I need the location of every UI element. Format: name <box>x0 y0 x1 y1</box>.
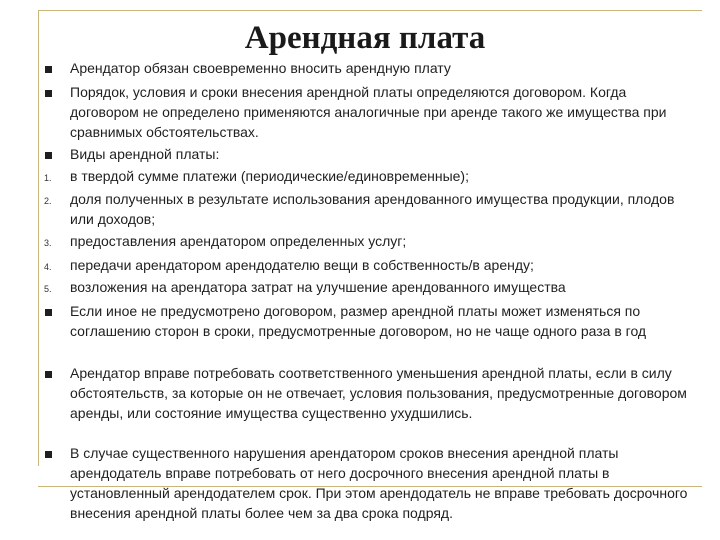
list-number: 4. <box>44 262 52 272</box>
list-number: 1. <box>44 173 52 183</box>
list-item: доля полученных в результате использования арендованного имущества продукции, плодов или доходов; <box>70 191 675 227</box>
bullet-square-icon <box>45 66 52 73</box>
list-number: 5. <box>44 284 52 294</box>
bullet-square-icon <box>45 152 52 159</box>
slide-title: Арендная плата <box>244 20 486 56</box>
list-item: возложения на арендатора затрат на улучшение арендованного имущества <box>70 279 566 295</box>
list-item: Порядок, условия и сроки внесения арендной платы определяются договором. Когда договором не определено применяются аналогичные при аренде такого же имущества при сравнимых обстоятельствах. <box>70 84 667 140</box>
list-number: 2. <box>44 196 52 206</box>
bullet-square-icon <box>45 309 52 316</box>
bullet-square-icon <box>45 90 52 97</box>
list-item: Если иное не предусмотрено договором, размер арендной платы может изменяться по соглашению сторон в сроки, предусмотренные договором, но не чаще одного раза в год <box>70 303 647 339</box>
list-item: Арендатор обязан своевременно вносить арендную плату <box>70 60 451 76</box>
bullet-square-icon <box>45 451 52 458</box>
list-number: 3. <box>44 238 52 248</box>
list-item: предоставления арендатором определенных услуг; <box>70 233 407 249</box>
list-item: в твердой сумме платежи (периодические/единовременные); <box>70 168 469 184</box>
list-item: Виды арендной платы: <box>70 146 220 162</box>
bullet-square-icon <box>45 371 52 378</box>
list-item: передачи арендатором арендодателю вещи в собственность/в аренду; <box>70 257 534 273</box>
list-item: Арендатор вправе потребовать соответственного уменьшения арендной платы, если в силу обстоятельств, за которые он не отвечает, условия пользования, предусмотренные договором аренды, или состояние имущества существенно ухудшились. <box>70 365 687 421</box>
list-item: В случае существенного нарушения арендатором сроков внесения арендной платы арендодатель вправе потребовать от него досрочного внесения арендной платы в установленный арендодателем срок. При этом арендодатель не вправе требовать досрочного внесения арендной платы более чем за два срока подряд. <box>70 445 688 521</box>
